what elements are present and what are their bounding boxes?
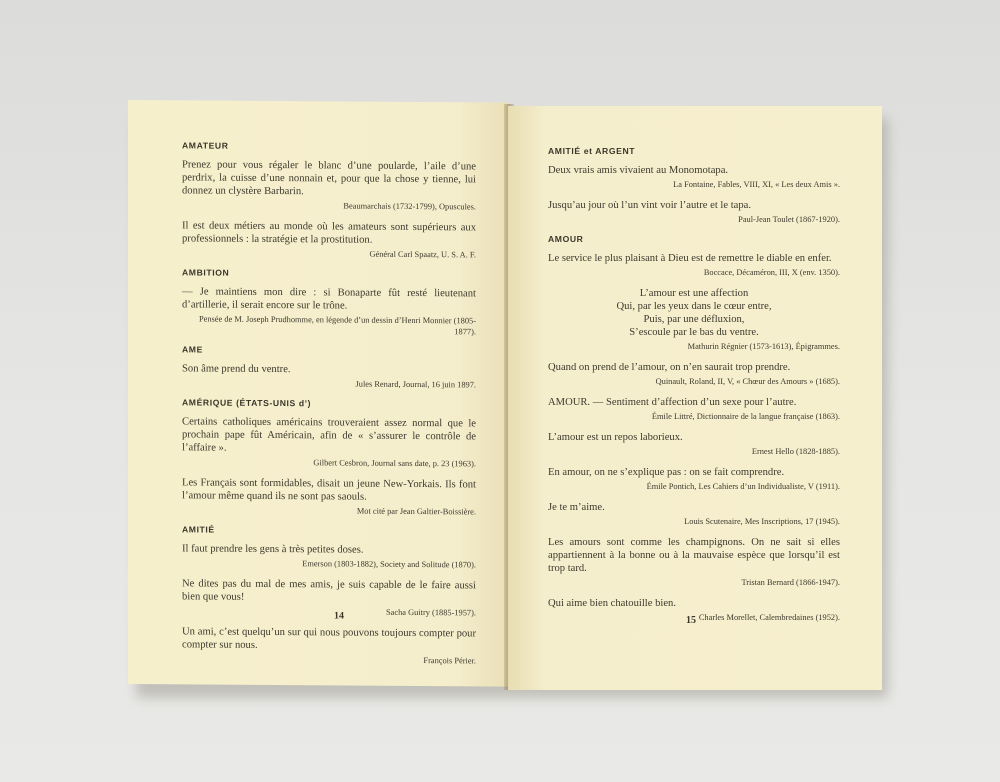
quote-source: François Périer. [423,656,476,666]
quote-text: Certains catholiques américains trouveraient assez normal que le prochain pape fût Américain, afin de « s’assurer le contrôle de l’affaire ». [182,416,476,454]
quote-text: AMOUR. — Sentiment d’affection d’un sexe pour l’autre. [548,397,797,408]
quote-source: Tristan Bernard (1866-1947). [741,578,840,587]
quote-source: Louis Scutenaire, Mes Inscriptions, 17 (1945). [684,517,840,526]
quote-source: Émile Littré, Dictionnaire de la langue française (1863). [651,412,840,421]
right-page [508,106,882,690]
entry-heading: AMÉRIQUE (ÉTATS-UNIS d’) [182,397,312,409]
quote-text: Jusqu’au jour où l’un vint voir l’autre et le tapa. [548,200,751,211]
quote-source: Jules Renard, Journal, 16 juin 1897. [355,379,476,390]
entry-heading: AMBITION [182,267,230,278]
quote-text: L’amour est un repos laborieux. [548,432,683,443]
quote-source: Mot cité par Jean Galtier-Boissière. [356,506,476,517]
page-number-right: 15 [686,615,696,626]
left-page [128,100,510,687]
open-book [128,100,888,692]
entry-heading: AMITIÉ et ARGENT [548,146,636,156]
quote-source: Beaumarchais (1732-1799), Opuscules. [343,201,476,212]
quote-source: Gilbert Cesbron, Journal sans date, p. 23 (1963). [313,458,476,469]
quote-source: Général Carl Spaatz, U. S. A. F. [369,249,476,260]
quote-text: L’amour est une affection Qui, par les yeux dans le cœur entre, Puis, par une défluxion, S’escoule par le bas du ventre. [616,288,772,338]
quote-text: Je te m’aime. [548,502,605,513]
quote-text: Un ami, c’est quelqu’un sur qui nous pouvons toujours compter pour compter sur nous. [182,626,476,651]
quote-text: Les amours sont comme les champignons. On ne sait si elles appartiennent à la bonne ou à la mauvaise espèce que lorsqu’il est trop tard. [548,537,840,574]
quote-text: En amour, on ne s’explique pas : on se fait comprendre. [548,467,785,478]
entry-heading: AME [182,344,203,355]
quote-text: Il est deux métiers au monde où les amateurs sont supérieurs aux professionnels : la stratégie et la prostitution. [182,220,476,246]
quote-source: Emerson (1803-1882), Society and Solitude (1870). [302,559,476,570]
entry-heading: AMITIÉ [182,524,215,535]
quote-text: Le service le plus plaisant à Dieu est de remettre le diable en enfer. [548,253,832,264]
quote-text: Son âme prend du ventre. [182,363,291,376]
entry-heading: AMOUR [548,234,584,244]
quote-source: Mathurin Régnier (1573-1613), Épigrammes. [687,342,840,351]
quote-text: — Je maintiens mon dire : si Bonaparte fût resté lieutenant d’artillerie, il serait encore sur le trône. [182,286,476,312]
quote-source: Ernest Hello (1828-1885). [751,447,840,456]
left-page-content [182,140,476,666]
quote-source: Charles Morellet, Calembredaines (1952). [698,613,840,622]
quote-source: Pensée de M. Joseph Prudhomme, en légende d’un dessin d’Henri Monnier (1805-1877). [198,314,476,337]
quote-source: Émile Pontich, Les Cahiers d’un Individualiste, V (1911). [646,482,840,491]
quote-text: Ne dites pas du mal de mes amis, je suis capable de le faire aussi bien que vous! [182,578,476,603]
quote-text: Qui aime bien chatouille bien. [548,598,676,609]
quote-text: Prenez pour vous régaler le blanc d’une poularde, l’aile d’une perdrix, la cuisse d’une nonnain et, pour que la chose y tienne, lui donnez un clystère Barbarin. [182,159,476,198]
quote-source: Quinault, Roland, II, V, « Chœur des Amours » (1685). [655,377,840,386]
quote-source: Boccace, Décaméron, III, X (env. 1350). [703,268,840,277]
entry-heading: AMATEUR [182,140,229,151]
quote-source: La Fontaine, Fables, VIII, XI, « Les deux Amis ». [673,180,840,189]
quote-text: Il faut prendre les gens à très petites doses. [182,543,364,556]
quote-text: Deux vrais amis vivaient au Monomotapa. [548,165,729,176]
quote-text: Quand on prend de l’amour, on n’en saurait trop prendre. [548,362,791,373]
right-page-content [548,146,840,623]
quote-source: Paul-Jean Toulet (1867-1920). [738,215,840,224]
quote-text: Les Français sont formidables, disait un jeune New-Yorkais. Ils font l’amour même quand ils ne sont pas saouls. [182,477,476,503]
quote-source: Sacha Guitry (1885-1957). [385,607,476,618]
page-number-left: 14 [334,610,344,622]
